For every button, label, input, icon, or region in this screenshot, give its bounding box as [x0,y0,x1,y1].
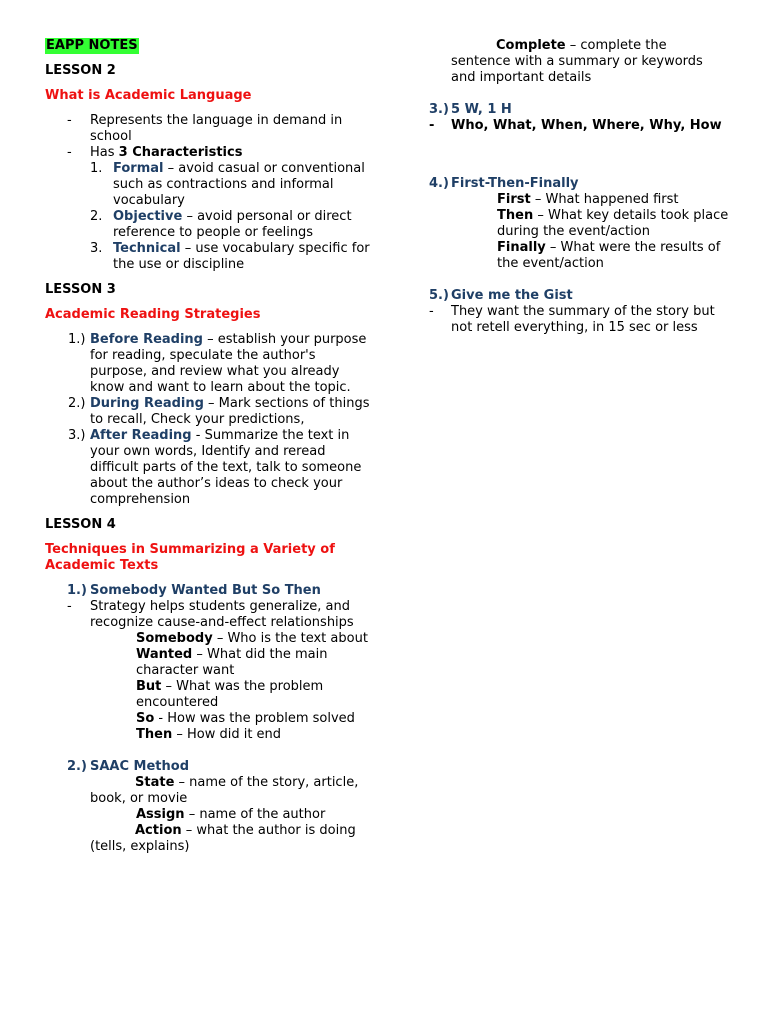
technique-title: First-Then-Finally [451,176,579,191]
term-definition: – name of the story, article, book, or movie [90,775,359,806]
definition-line [429,208,729,240]
lesson-3-label: LESSON 3 [45,282,116,297]
technique-heading [45,583,375,599]
term-definition: – What key details took place during the event/action [497,208,729,239]
term: Before Reading [90,332,203,347]
term: But [136,679,162,694]
term: During Reading [90,396,204,411]
definition-line [45,631,375,647]
dash-marker: - [429,304,434,319]
item-number: 1.) [67,583,87,598]
list-item-text: Who, What, When, Where, Why, How [451,118,722,133]
term-definition: – name of the author [184,807,326,822]
list-item [45,161,375,209]
term-definition: – Who is the text about [212,631,368,646]
notes-title-line [45,38,375,54]
list-item-text: They want the summary of the story but not retell everything, in 15 sec or less [451,304,715,335]
definition-line [45,775,375,807]
term: Finally [497,240,546,255]
term-definition: – What was the problem encountered [136,679,324,710]
term: After Reading [90,428,192,443]
list-item [45,332,375,396]
term: Wanted [136,647,193,662]
term-definition: - How was the problem solved [154,711,355,726]
term: State [135,775,175,790]
definition-line [429,240,729,272]
list-item [45,599,375,631]
term-definition: – what the author is doing (tells, explains) [90,823,356,854]
technique-title: SAAC Method [90,759,190,774]
dash-marker: - [429,118,435,133]
dash-marker: - [67,113,72,128]
item-number: 1. [90,161,103,176]
definition-line [45,679,375,711]
right-column [429,38,729,336]
term-definition: – use vocabulary specific for the use or discipline [113,241,370,272]
term: Then [136,727,173,742]
item-number: 2.) [68,396,86,411]
term: Objective [113,209,183,224]
item-number: 2. [90,209,103,224]
term: Then [497,208,534,223]
term-definition: – What were the results of the event/action [497,240,721,271]
list-item [429,304,729,336]
definition-line [429,38,729,86]
left-column [45,38,375,855]
list-item-text: Has 3 Characteristics [90,145,243,160]
item-number: 3. [90,241,103,256]
term-definition: – Mark sections of things to recall, Check your predictions, [90,396,370,427]
dash-marker: - [67,145,72,160]
definition-line [45,807,375,823]
definition-line [45,823,375,855]
term-definition: - Summarize the text in your own words, Identify and reread difficult parts of the text, talk to someone about the author’s ideas to check your comprehension [90,428,362,507]
term: Complete [496,38,566,53]
definition-line [45,711,375,727]
lesson-4-heading: Techniques in Summarizing a Variety of Academic Texts [45,542,335,573]
term: Technical [113,241,181,256]
term-definition: – What happened first [530,192,679,207]
item-number: 4.) [429,176,449,191]
technique-heading [429,288,729,304]
lesson-2-heading: What is Academic Language [45,88,252,103]
list-item [45,209,375,241]
term-definition: – What did the main character want [136,647,328,678]
technique-title: Somebody Wanted But So Then [90,583,321,598]
item-number: 3.) [429,102,449,117]
list-item [429,118,729,134]
item-number: 1.) [68,332,86,347]
definition-line [45,727,375,743]
term: Formal [113,161,164,176]
term: Assign [136,807,185,822]
list-item [45,428,375,508]
item-number: 5.) [429,288,449,303]
term-definition: – How did it end [172,727,282,742]
term-definition: – establish your purpose for reading, speculate the author's purpose, and review what you already know and want to learn about the topic. [90,332,367,395]
term: First [497,192,531,207]
technique-title: Give me the Gist [451,288,573,303]
list-item [45,113,375,145]
item-number: 3.) [68,428,86,443]
item-number: 2.) [67,759,87,774]
term: Somebody [136,631,213,646]
dash-marker: - [67,599,72,614]
technique-heading [429,102,729,118]
technique-heading [429,176,729,192]
notes-title: EAPP NOTES [46,38,138,53]
list-item [45,241,375,273]
technique-heading [45,759,375,775]
definition-line [45,647,375,679]
term-definition: – complete the sentence with a summary or keywords and important details [451,38,703,85]
term-definition: – avoid personal or direct reference to people or feelings [113,209,352,240]
list-item [45,396,375,428]
list-item [45,145,375,161]
lesson-4-label: LESSON 4 [45,517,116,532]
lesson-2-label: LESSON 2 [45,63,116,78]
lesson-3-heading: Academic Reading Strategies [45,307,261,322]
technique-title: 5 W, 1 H [451,102,512,117]
definition-line [429,192,729,208]
term-definition: – avoid casual or conventional such as contractions and informal vocabulary [113,161,365,208]
list-item-text: Represents the language in demand in school [90,113,343,144]
term: So [136,711,155,726]
term: Action [135,823,182,838]
list-item-text: Strategy helps students generalize, and recognize cause-and-effect relationships [90,599,354,630]
